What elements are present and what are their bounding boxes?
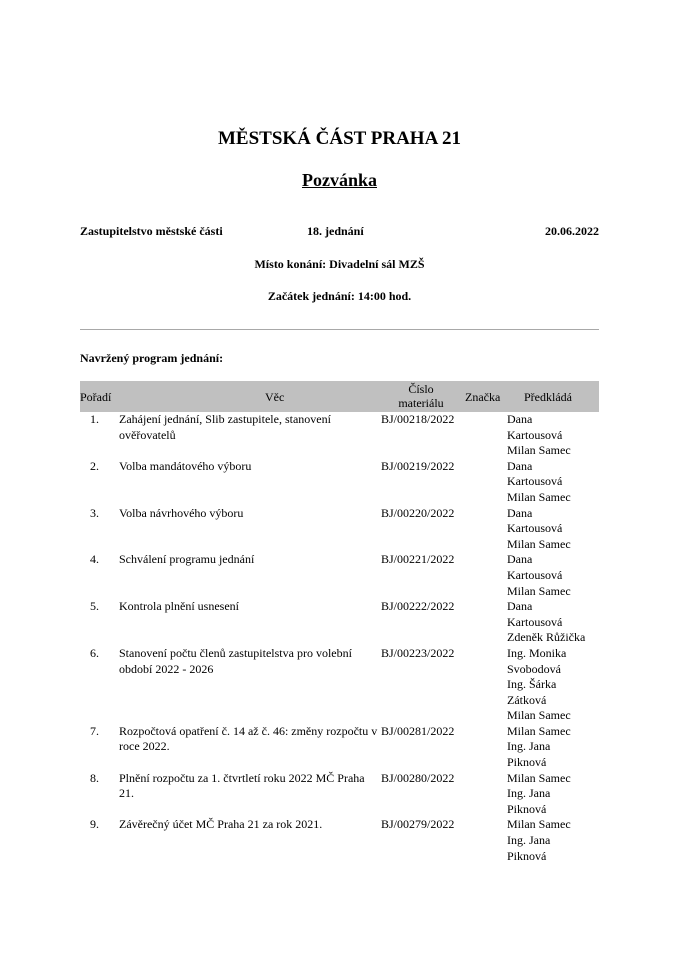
- presenter-line: Kartousová: [507, 474, 563, 489]
- program-heading: Navržený program jednání:: [80, 351, 224, 365]
- header-number-line2: materiálu: [398, 396, 444, 410]
- session-number: 18. jednání: [307, 224, 364, 238]
- presenter-line: Milan Samec: [507, 536, 571, 551]
- presenter-line: Ing. Monika: [507, 645, 567, 660]
- header-order: Pořadí: [80, 390, 112, 404]
- row-order: 5.: [90, 599, 99, 614]
- row-order: 8.: [90, 770, 99, 785]
- table-row: [80, 724, 599, 771]
- presenter-line: Milan Samec: [507, 443, 571, 458]
- presenter-line: Svobodová: [507, 661, 561, 676]
- presenter-line: Dana: [507, 599, 533, 614]
- row-order: 7.: [90, 723, 99, 738]
- row-subject: Volba mandátového výboru: [119, 458, 252, 473]
- presenter-line: Ing. Jana: [507, 739, 551, 754]
- row-presenter: [507, 724, 599, 771]
- presenter-line: Dana: [507, 552, 533, 567]
- row-material-number: BJ/00219/2022: [381, 458, 455, 473]
- row-presenter: [507, 817, 599, 864]
- header-subject: Věc: [265, 390, 285, 404]
- presenter-line: Milan Samec: [507, 770, 571, 785]
- row-subject: Plnění rozpočtu za 1. čtvrtletí roku 2022 MČ Praha 21.: [119, 770, 365, 801]
- presenter-line: Ing. Šárka: [507, 677, 557, 692]
- presenter-line: Ing. Jana: [507, 833, 551, 848]
- presenter-line: Milan Samec: [507, 817, 571, 832]
- row-subject: Volba návrhového výboru: [119, 505, 244, 520]
- document-title: MĚSTSKÁ ČÁST PRAHA 21: [217, 128, 461, 149]
- table-row: [80, 459, 599, 506]
- presenter-line: Dana: [507, 505, 533, 520]
- row-order: 9.: [90, 817, 99, 832]
- presenter-line: Dana: [507, 412, 533, 426]
- presenter-line: Ing. Jana: [507, 786, 551, 801]
- presenter-line: Milan Samec: [507, 489, 571, 504]
- header-presenter: Předkládá: [524, 390, 572, 404]
- row-presenter: [507, 412, 599, 459]
- row-presenter: [507, 599, 599, 646]
- row-material-number: BJ/00281/2022: [381, 723, 455, 738]
- separator-line: [80, 329, 599, 330]
- presenter-line: Kartousová: [507, 614, 563, 629]
- meeting-date: 20.06.2022: [545, 224, 599, 238]
- header-mark: Značka: [465, 390, 501, 404]
- presenter-line: Kartousová: [507, 427, 563, 442]
- meeting-place: Místo konání: Divadelní sál MZŠ: [254, 257, 425, 271]
- row-material-number: BJ/00280/2022: [381, 770, 455, 785]
- row-subject: Schválení programu jednání: [119, 552, 255, 567]
- row-order: 6.: [90, 645, 99, 660]
- row-order: 3.: [90, 505, 99, 520]
- presenter-line: Piknová: [507, 755, 547, 770]
- row-presenter: [507, 506, 599, 553]
- presenter-line: Milan Samec: [507, 583, 571, 598]
- presenter-line: Kartousová: [507, 567, 563, 582]
- row-material-number: BJ/00223/2022: [381, 645, 455, 660]
- table-row: [80, 646, 599, 724]
- presenter-line: Milan Samec: [507, 723, 571, 738]
- presenter-line: Zátková: [507, 692, 547, 707]
- row-presenter: [507, 459, 599, 506]
- row-subject: Kontrola plnění usnesení: [119, 599, 239, 614]
- meeting-start: Začátek jednání: 14:00 hod.: [267, 289, 412, 303]
- row-subject: Stanovení počtu členů zastupitelstva pro volební období 2022 - 2026: [119, 645, 352, 676]
- row-presenter: [507, 552, 599, 599]
- table-body: [80, 412, 599, 864]
- table-header: [80, 381, 599, 412]
- row-material-number: BJ/00218/2022: [381, 412, 455, 426]
- table-row: [80, 412, 599, 459]
- row-presenter: [507, 646, 599, 724]
- presenter-line: Milan Samec: [507, 708, 571, 723]
- row-order: 2.: [90, 458, 99, 473]
- row-material-number: BJ/00222/2022: [381, 599, 455, 614]
- row-presenter: [507, 771, 599, 818]
- row-subject: Rozpočtová opatření č. 14 až č. 46: změny rozpočtu v roce 2022.: [119, 723, 378, 754]
- presenter-line: Kartousová: [507, 521, 563, 536]
- header-number-line1: Číslo: [408, 382, 434, 396]
- body-name: Zastupitelstvo městské části: [80, 224, 223, 238]
- presenter-line: Dana: [507, 458, 533, 473]
- row-order: 4.: [90, 552, 99, 567]
- row-order: 1.: [90, 412, 99, 426]
- row-material-number: BJ/00279/2022: [381, 817, 455, 832]
- table-row: [80, 599, 599, 646]
- header-number: [380, 382, 462, 410]
- presenter-line: Piknová: [507, 848, 547, 863]
- row-material-number: BJ/00220/2022: [381, 505, 455, 520]
- table-row: [80, 771, 599, 818]
- row-subject: Zahájení jednání, Slib zastupitele, stanovení ověřovatelů: [119, 412, 331, 442]
- row-material-number: BJ/00221/2022: [381, 552, 455, 567]
- presenter-line: Zdeněk Růžička: [507, 630, 586, 645]
- table-row: [80, 552, 599, 599]
- row-subject: Závěrečný účet MČ Praha 21 za rok 2021.: [119, 817, 323, 832]
- document-subtitle: Pozvánka: [301, 170, 377, 190]
- table-row: [80, 506, 599, 553]
- agenda-table: [80, 381, 599, 864]
- presenter-line: Piknová: [507, 801, 547, 816]
- table-row: [80, 817, 599, 864]
